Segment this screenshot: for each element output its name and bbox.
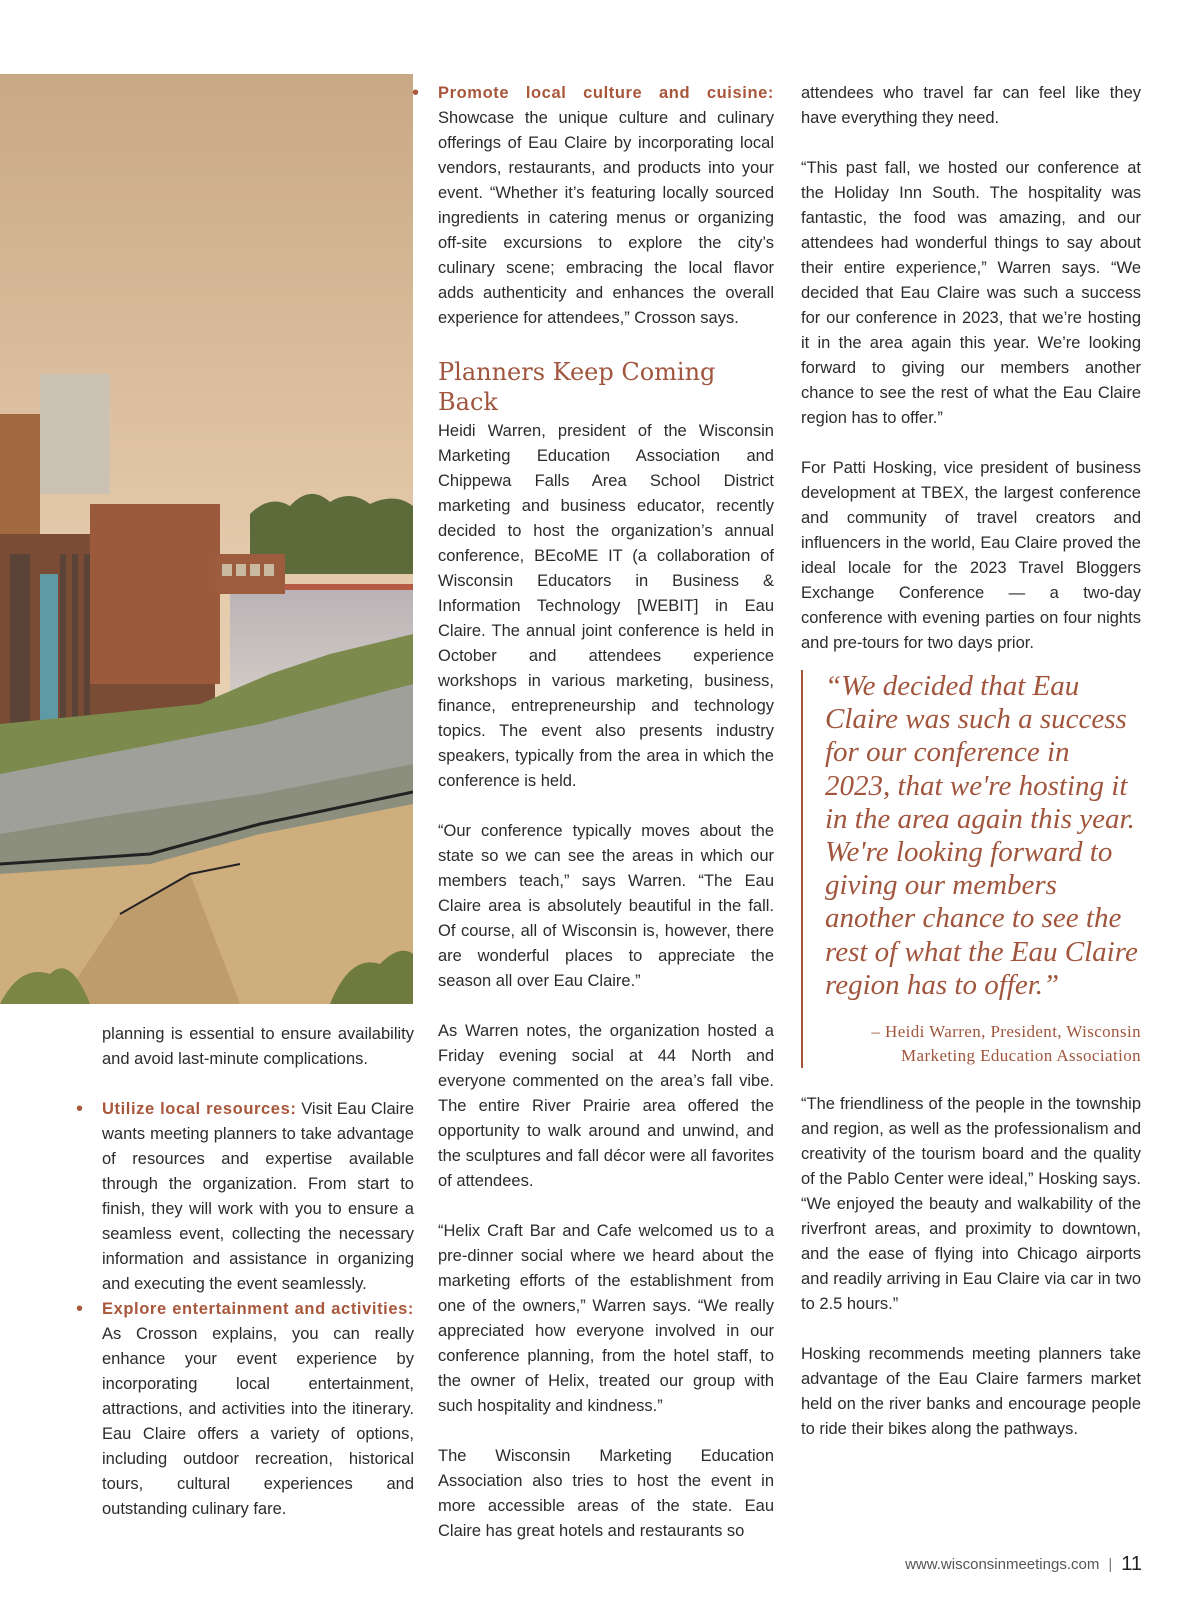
continuation-text: planning is essential to ensure availability and avoid last-minute complications. [102, 1025, 414, 1068]
page-footer [905, 1553, 1142, 1576]
footer-separator: | [1108, 1556, 1113, 1573]
list-item [102, 1097, 414, 1297]
body-paragraph: As Warren notes, the organization hosted a Friday evening social at 44 North and everyone commented on the area’s fall vibe. The entire River Prairie area offered the opportunity to walk around and unwind, and the sculptures and fall décor were all favorites of attendees. [438, 1022, 774, 1190]
pull-quote-attribution: – Heidi Warren, President, Wisconsin Marketing Education Association [871, 1022, 1141, 1066]
section-heading: Planners Keep Coming Back [438, 358, 716, 416]
pull-quote [801, 670, 1141, 1068]
body-paragraph: “This past fall, we hosted our conference at the Holiday Inn South. The hospitality was fantastic, the food was amazing, and our attendees had wonderful things to say about their entire experience,” Warren says. “We decided that Eau Claire was such a success for our conference in 2023, that we’re hosting it in the area again this year. We’re looking forward to giving our members another chance to see the rest of what the Eau Claire region has to offer.” [801, 159, 1141, 427]
body-paragraph: “Our conference typically moves about the state so we can see the areas in which our members teach,” says Warren. “The Eau Claire area is absolutely beautiful in the fall. Of course, all of Wisconsin is, however, there are wonderful places to appreciate the season all over Eau Claire.” [438, 822, 774, 990]
column-2 [438, 81, 774, 1544]
page-number: 11 [1121, 1553, 1142, 1575]
column-3 [801, 81, 1141, 1442]
tip-lead: Explore entertainment and activities: [102, 1300, 414, 1318]
pull-quote-text: “We decided that Eau Claire was such a success for our conference in 2023, that we're hosting it in the area again this year. We're looking forward to giving our members another chance to see the rest of what the Eau Claire region has to offer.” [825, 670, 1138, 1001]
tip-text: Showcase the unique culture and culinary offerings of Eau Claire by incorporating local vendors, restaurants, and products into your event. “Whether it’s featuring locally sourced ingredients in catering menus or organizing off-site excursions to explore the city’s culinary scene; embracing the local flavor adds authenticity and enhances the overall experience for attendees,” Crosson says. [438, 109, 774, 327]
body-paragraph: For Patti Hosking, vice president of business development at TBEX, the largest conference and community of travel creators and influencers in the world, Eau Claire proved the ideal locale for the 2023 Travel Bloggers Exchange Conference — a two-day conference with evening parties on four nights and pre-tours for two days prior. [801, 459, 1141, 652]
list-item [438, 81, 774, 331]
list-item [102, 1297, 414, 1522]
tip-lead: Utilize local resources: [102, 1100, 297, 1118]
tip-lead: Promote local culture and cuisine: [438, 84, 774, 102]
body-paragraph: attendees who travel far can feel like they have everything they need. [801, 84, 1141, 127]
tips-list [102, 1097, 414, 1522]
body-paragraph: Hosking recommends meeting planners take advantage of the Eau Claire farmers market held on the river banks and encourage people to ride their bikes along the pathways. [801, 1345, 1141, 1439]
body-paragraph: “Helix Craft Bar and Cafe welcomed us to a pre-dinner social where we heard about the marketing efforts of the establishment from one of the owners,” Warren says. “We really appreciated how everyone involved in our conference planning, from the hotel staff, to the owner of Helix, treated our group with such hospitality and kindness.” [438, 1222, 774, 1415]
body-paragraph: Heidi Warren, president of the Wisconsin Marketing Education Association and Chippewa Falls Area School District marketing and business educator, recently decided to host the organization’s annual conference, BEcoME IT (a collaboration of Wisconsin Educators in Business & Information Technology [WEBIT] in Eau Claire. The annual joint conference is held in October and attendees experience workshops in various marketing, business, finance, entrepreneurship and technology topics. The event also presents industry speakers, typically from the area in which the conference is held. [438, 422, 774, 790]
riverfront-photo [0, 74, 413, 1004]
footer-url[interactable]: www.wisconsinmeetings.com [905, 1556, 1100, 1573]
tip-text: As Crosson explains, you can really enhance your event experience by incorporating local entertainment, attractions, and activities into the itinerary. Eau Claire offers a variety of options, including outdoor recreation, historical tours, cultural experiences and outstanding culinary fare. [102, 1325, 414, 1518]
body-paragraph: The Wisconsin Marketing Education Association also tries to host the event in more accessible areas of the state. Eau Claire has great hotels and restaurants so [438, 1447, 774, 1540]
riverfront-photo-illustration [0, 74, 413, 1004]
body-paragraph: “The friendliness of the people in the township and region, as well as the professionalism and creativity of the tourism board and the quality of the Pablo Center were ideal,” Hosking says. “We enjoyed the beauty and walkability of the riverfront areas, and proximity to downtown, and the ease of flying into Chicago airports and readily arriving in Eau Claire via car in two to 2.5 hours.” [801, 1095, 1141, 1314]
tip-text: Visit Eau Claire wants meeting planners to take advantage of resources and expertise available through the organization. From start to finish, they will work with you to ensure a seamless event, collecting the necessary information and assistance in organizing and executing the event seamlessly. [102, 1100, 414, 1293]
tips-list [438, 81, 774, 331]
column-1 [102, 1022, 414, 1522]
